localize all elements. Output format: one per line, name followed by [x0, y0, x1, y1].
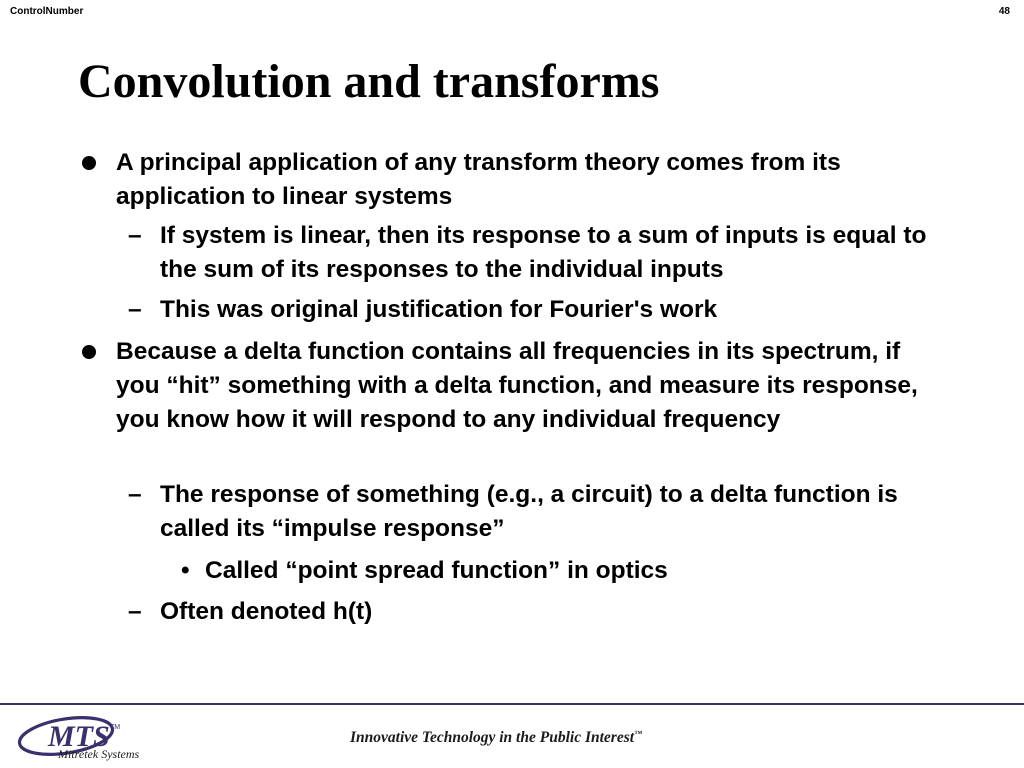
slide-title: Convolution and transforms: [78, 55, 660, 108]
sub-bullet-item: [128, 219, 960, 287]
sub-bullet-text: This was original justification for Fourier's work: [160, 296, 718, 323]
sub-sub-bullet-text: Called “point spread function” in optics: [205, 557, 668, 584]
dash-marker: –: [128, 296, 142, 323]
footer-divider: [0, 703, 1024, 705]
tagline-text: Innovative Technology in the Public Interest: [350, 729, 635, 747]
logo-text: MTS: [48, 720, 110, 753]
sub-sub-bullet-item: [181, 554, 945, 588]
bullet-text: A principal application of any transform theory comes from its application to linear systems: [116, 149, 841, 210]
mts-logo: [14, 710, 164, 764]
sub-bullet-text: Often denoted h(t): [160, 598, 373, 625]
logo-subtext: Mitretek Systems: [58, 747, 140, 761]
sub-bullet-text: The response of something (e.g., a circuit) to a delta function is called its “impulse response”: [160, 481, 898, 542]
dash-marker: –: [128, 222, 142, 249]
page-number: 48: [998, 6, 1010, 17]
sub-bullet-item: [128, 478, 940, 546]
bullet-item: [116, 146, 946, 214]
bullet-marker: •: [181, 557, 190, 584]
tagline-trademark: ™: [634, 729, 643, 738]
dash-marker: –: [128, 481, 142, 508]
footer-tagline: [350, 729, 642, 747]
control-number-label: ControlNumber: [10, 6, 84, 17]
sub-bullet-text: If system is linear, then its response to a sum of inputs is equal to the sum of its responses to the individual inputs: [160, 222, 927, 283]
sub-bullet-item: [128, 595, 940, 629]
dash-marker: –: [128, 598, 142, 625]
bullet-item: [116, 335, 946, 437]
logo-trademark: TM: [110, 724, 121, 731]
sub-bullet-item: [128, 293, 960, 327]
bullet-text: Because a delta function contains all frequencies in its spectrum, if you “hit” something with a delta function, and measure its response, you know how it will respond to any individual frequency: [116, 338, 918, 433]
